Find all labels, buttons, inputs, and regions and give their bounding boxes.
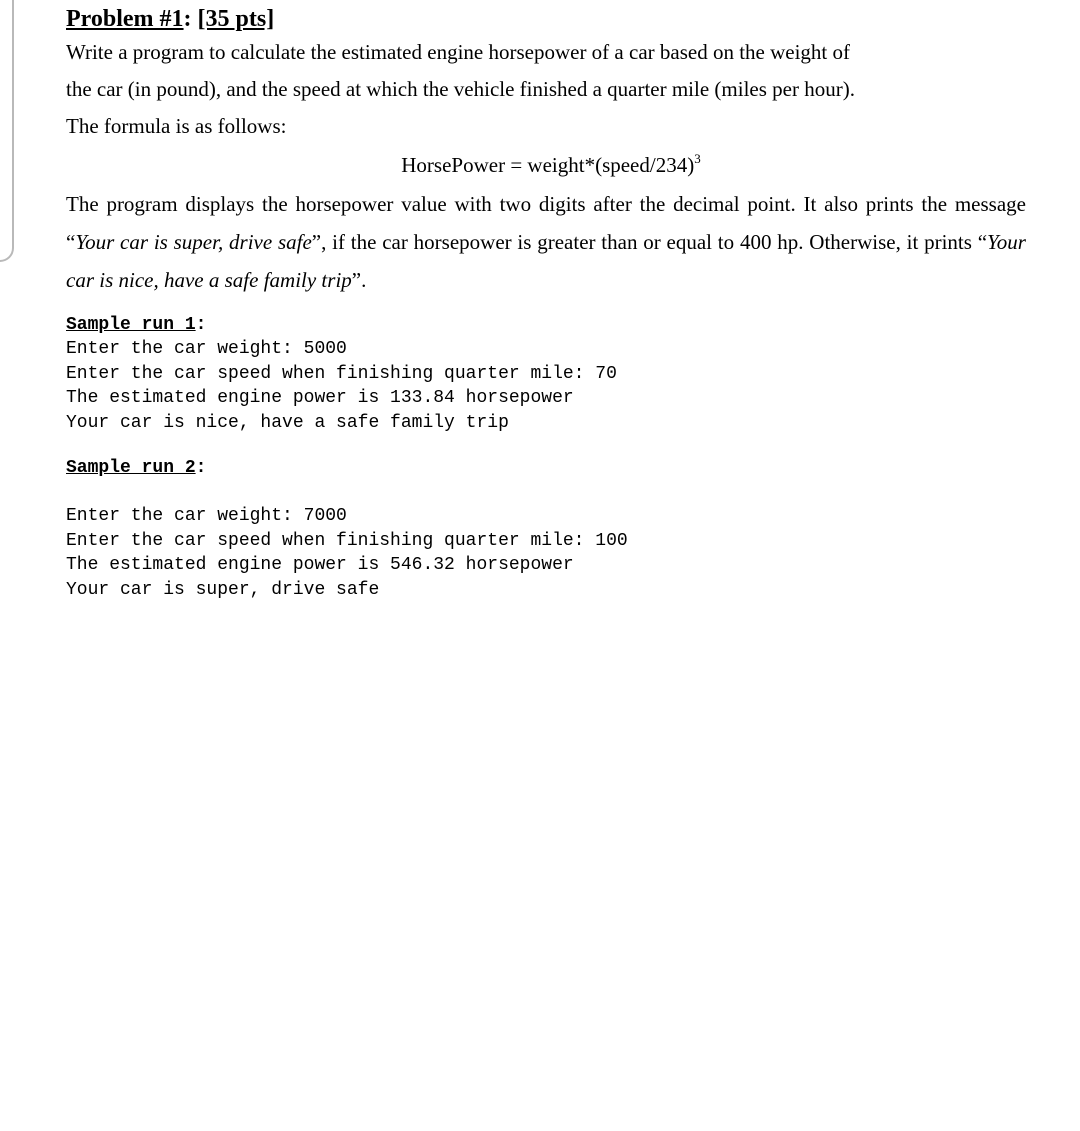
intro-paragraph — [66, 34, 1026, 145]
sample-1-line: Enter the car speed when finishing quarter mile: 70 — [66, 363, 617, 384]
sample-run-2-colon: : — [195, 458, 207, 478]
description-part-1: The program displays the horsepower value with two digits after the decimal point. It also prints the message “ — [66, 192, 1026, 254]
horsepower-formula — [66, 145, 1026, 185]
sample-2-line: The estimated engine power is 546.32 horsepower — [66, 555, 574, 575]
description-paragraph — [66, 185, 1026, 299]
message-nice: Your car is nice, have a safe family trip — [66, 230, 1026, 292]
sample-2-line: Enter the car speed when finishing quarter mile: 100 — [66, 530, 628, 551]
intro-line-1: Write a program to calculate the estimated engine horsepower of a car based on the weight of — [66, 40, 851, 64]
sample-2-line: Enter the car weight: 7000 — [66, 506, 347, 526]
document-body — [66, 4, 1026, 602]
problem-heading — [66, 4, 1026, 34]
sample-1-line: The estimated engine power is 133.84 horsepower — [66, 388, 574, 408]
description-part-3: ”. — [351, 268, 367, 292]
message-super: Your car is super, drive safe — [75, 230, 312, 254]
problem-colon: : — [183, 6, 192, 32]
description-part-2: ”, if the car horsepower is greater than or equal to 400 hp. Otherwise, it prints “ — [311, 230, 988, 254]
sample-run-1-title: Sample run 1 — [66, 315, 196, 335]
sample-1-line: Your car is nice, have a safe family trip — [66, 412, 509, 433]
sample-run-1-label — [66, 313, 1026, 337]
sample-2-line: Your car is super, drive safe — [66, 579, 380, 600]
left-frame-border — [0, 0, 14, 262]
formula-text: HorsePower = weight*(speed/234) — [401, 153, 695, 177]
sample-run-2-label — [66, 456, 1026, 480]
formula-exponent: 3 — [694, 151, 701, 166]
sample-1-line: Enter the car weight: 5000 — [66, 339, 347, 359]
sample-run-1-output — [66, 337, 1026, 435]
intro-line-2: the car (in pound), and the speed at which the vehicle finished a quarter mile (miles per hour). — [66, 77, 855, 101]
intro-line-3: The formula is as follows: — [66, 114, 287, 138]
sample-run-1-colon: : — [195, 315, 207, 335]
sample-run-2-output — [66, 504, 1026, 602]
sample-run-2-title: Sample run 2 — [66, 458, 196, 478]
problem-title: Problem #1 — [66, 6, 184, 32]
problem-points: [35 pts] — [197, 6, 275, 32]
